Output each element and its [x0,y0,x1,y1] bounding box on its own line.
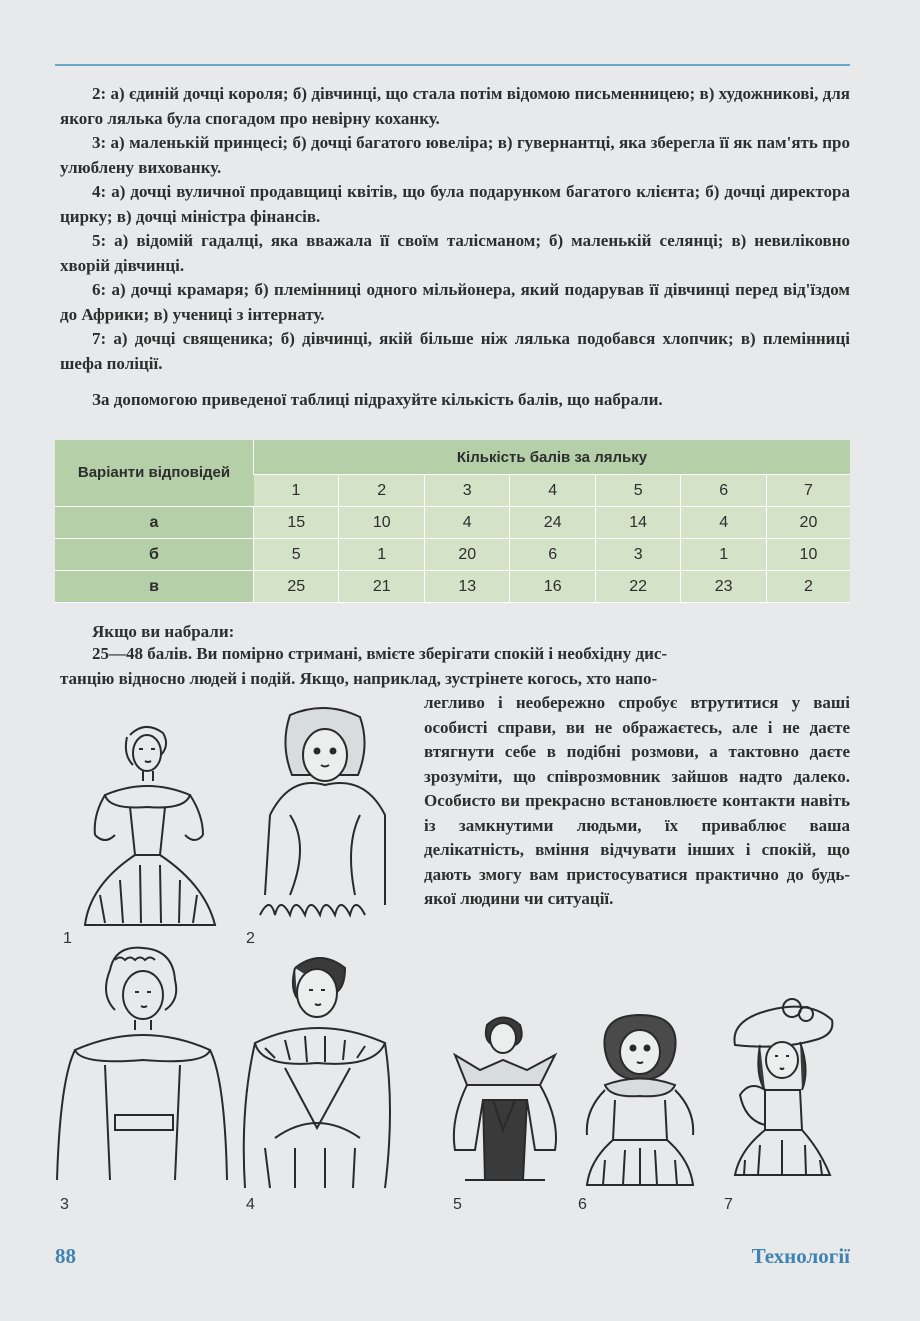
doll-illustration-5 [445,1010,565,1190]
cell: 20 [766,507,850,539]
if-scored-text: Якщо ви набрали: [92,622,235,641]
col-2: 2 [339,475,424,507]
doll-number-7: 7 [724,1196,733,1213]
row-label: в [55,571,254,603]
cell: 4 [681,507,766,539]
quiz-item-4: 4: а) дочці вуличної продавщиці квітів, що була подарунком багатого клієнта; б) дочці директора цирку; в) дочці міністра фінансів. [60,182,850,226]
cell: 1 [681,539,766,571]
result-rest: легливо і необережно спробує втрутитися у ваші особисті справи, ви не ображаєтесь, але і не даєте втягнути себе в подібні розмови, а тактовно даєте зрозуміти, що співрозмовник зайшов надто далеко. Особисто ви прекрасно встановлюєте контакти навіть із замкнутими людьми, їх приваблює ваша делікатність, вміння відчувати інших і спокій, що дають змогу вам пристосуватися практично до будь-якої людини чи ситуації. [424,693,850,908]
col-3: 3 [424,475,509,507]
col-header: Кількість балів за ляльку [254,440,851,475]
table-row [55,571,850,603]
doll-number-6: 6 [578,1196,587,1213]
col-6: 6 [681,475,766,507]
score-table [55,440,850,603]
col-1: 1 [254,475,339,507]
cell: 1 [339,539,424,571]
cell: 5 [254,539,339,571]
result-line-2: танцію відносно людей і подій. Якщо, наприклад, зустрінете когось, хто напо- [60,668,658,688]
table-row [55,539,850,571]
score-range: 25—48 балів. [92,644,193,663]
cell: 16 [510,571,595,603]
quiz-item-6: 6: а) дочці крамаря; б) племінниці одного мільйонера, який подарував її дівчинці перед від'їздом до Африки; в) учениці з інтернату. [60,280,850,324]
cell: 10 [339,507,424,539]
result-line-1: Ви помірно стримані, вмієте зберігати спокій і необхідну дис- [196,644,668,663]
doll-number-2: 2 [246,930,255,947]
quiz-item-3: 3: а) маленькій принцесі; б) дочці багатого ювеліра; в) гувернантці, яка зберегла її як пам'ять про улюблену вихованку. [60,133,850,177]
row-label: б [55,539,254,571]
col-4: 4 [510,475,595,507]
cell: 2 [766,571,850,603]
col-7: 7 [766,475,850,507]
quiz-item-7: 7: а) дочці священика; б) дівчинці, якій більше ніж лялька подобався хлопчик; в) племінниці шефа поліції. [60,329,850,373]
quiz-item-2: 2: а) єдиній дочці короля; б) дівчинці, що стала потім відомою письменницею; в) художникові, для якого лялька була спогадом про невірну коханку. [60,84,850,128]
cell: 22 [595,571,680,603]
cell: 23 [681,571,766,603]
cell: 21 [339,571,424,603]
quiz-item-5: 5: а) відомій гадалці, яка вважала її своїм талісманом; б) маленькій селянці; в) невиліковно хворій дівчинці. [60,231,850,275]
instruction: За допомогою приведеної таблиці підрахуйте кількість балів, що набрали. [92,390,663,409]
col-5: 5 [595,475,680,507]
cell: 3 [595,539,680,571]
cell: 25 [254,571,339,603]
cell: 10 [766,539,850,571]
doll-illustration-7 [720,990,840,1180]
cell: 6 [510,539,595,571]
doll-illustration-6 [575,1010,705,1190]
table-row [55,507,850,539]
row-header: Варіанти відповідей [55,440,254,507]
doll-illustration-3 [55,940,230,1195]
doll-number-5: 5 [453,1196,462,1213]
row-label: а [55,507,254,539]
doll-illustration-2 [250,705,400,930]
cell: 4 [424,507,509,539]
doll-number-1: 1 [63,930,72,947]
cell: 14 [595,507,680,539]
cell: 13 [424,571,509,603]
quiz-answers [60,82,850,376]
doll-number-4: 4 [246,1196,255,1213]
cell: 24 [510,507,595,539]
top-rule [55,64,850,66]
cell: 20 [424,539,509,571]
doll-number-3: 3 [60,1196,69,1213]
page-number: 88 [55,1244,76,1268]
doll-illustration-1 [75,715,225,930]
doll-illustration-4 [235,948,395,1193]
cell: 15 [254,507,339,539]
footer-title: Технології [751,1244,850,1268]
